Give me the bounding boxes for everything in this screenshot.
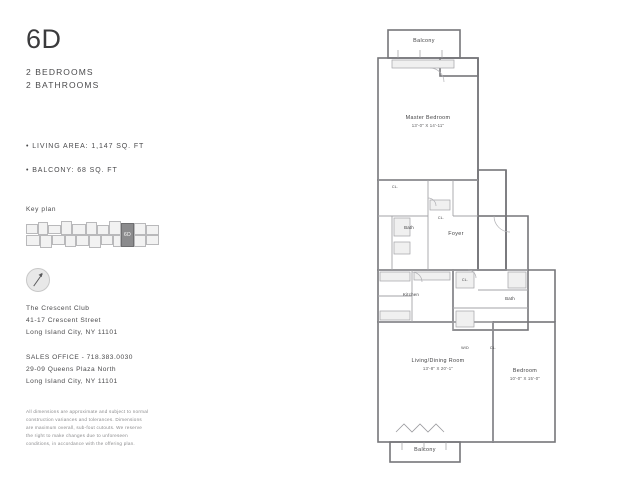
building-street: 41-17 Crescent Street [26,317,102,325]
keyplan-cell [101,235,113,245]
compass-north-icon [26,268,50,292]
room-label-master-bedroom [388,115,468,129]
room-label-kitchen: Kitchen [402,292,420,297]
keyplan-cell [146,235,159,245]
building-name: The Crescent Club [26,304,90,312]
room-label-bath-second: Bath [505,296,515,301]
sales-office-city: Long Island City, NY 11101 [26,377,118,385]
keyplan-cell [109,221,121,235]
room-label-bath-master: Bath [404,225,414,230]
keyplan-cell [113,235,121,247]
unit-bedrooms: 2 BEDROOMS [26,67,94,77]
keyplan-cell [146,225,159,235]
living-dining-name: Living/Dining Room [411,358,465,364]
living-dining-dimensions: 13'-8" X 20'-1" [422,365,454,371]
keyplan-cell [97,225,109,235]
keyplan-cell [72,224,86,235]
balcony-area: • BALCONY: 68 SQ. FT [26,167,118,175]
room-label-foyer: Foyer [448,231,464,237]
compass-needle [33,274,42,287]
closet-annotation: CL. [489,346,497,350]
keyplan-highlight-unit: 6D [121,223,134,247]
closet-annotation: CL. [461,278,469,282]
keyplan-diagram [26,218,159,256]
floorplan-geometry [368,20,598,465]
master-bedroom-dimensions: 13'-0" X 14'-11" [411,122,445,128]
sales-office-block [26,352,196,389]
keyplan-label: Key plan [26,205,57,213]
unit-info-panel [26,26,196,448]
room-label-balcony-bottom: Balcony [414,447,436,453]
building-address [26,303,196,340]
keyplan-cell [65,235,76,247]
keyplan-cell [134,223,146,235]
bedroom-name: Bedroom [512,368,538,374]
keyplan-cell [76,235,89,246]
floorplan-drawing [368,20,598,465]
living-area: • LIVING AREA: 1,147 SQ. FT [26,143,145,151]
keyplan-cell [86,222,97,235]
sales-office-street: 29-09 Queens Plaza North [26,365,117,373]
keyplan-cell [89,235,101,248]
room-label-bedroom [496,368,554,382]
keyplan-grid [26,218,159,256]
master-bedroom-name: Master Bedroom [405,115,451,121]
keyplan-cell [134,235,146,247]
keyplan-cell [26,235,40,246]
washer-dryer-annotation: W/D [461,346,469,350]
keyplan-cell [61,221,72,235]
legal-disclaimer: All dimensions are approximate and subject to normal construction variances and tolerances. Dimensions are maximum overall, sub-fout cutouts. We reserve the right to make changes due to unforeseen conditions, in accordance with the offering plan. [26,409,149,447]
keyplan-cell [26,224,38,234]
unit-code: 6D [26,24,62,54]
bedroom-dimensions: 10'-0" X 15'-0" [509,375,541,381]
keyplan-cell [38,222,48,235]
unit-bathrooms: 2 BATHROOMS [26,80,100,91]
keyplan-cell [40,235,52,248]
room-label-balcony-top: Balcony [413,38,435,44]
closet-annotation: CL. [437,216,445,220]
keyplan-cell [52,235,65,245]
closet-annotation: CL. [391,185,399,189]
area-list [26,142,196,176]
building-city: Long Island City, NY 11101 [26,329,118,337]
room-label-living-dining [390,358,486,372]
keyplan-cell [48,225,61,234]
sales-office-heading: SALES OFFICE - 718.383.0030 [26,353,133,361]
